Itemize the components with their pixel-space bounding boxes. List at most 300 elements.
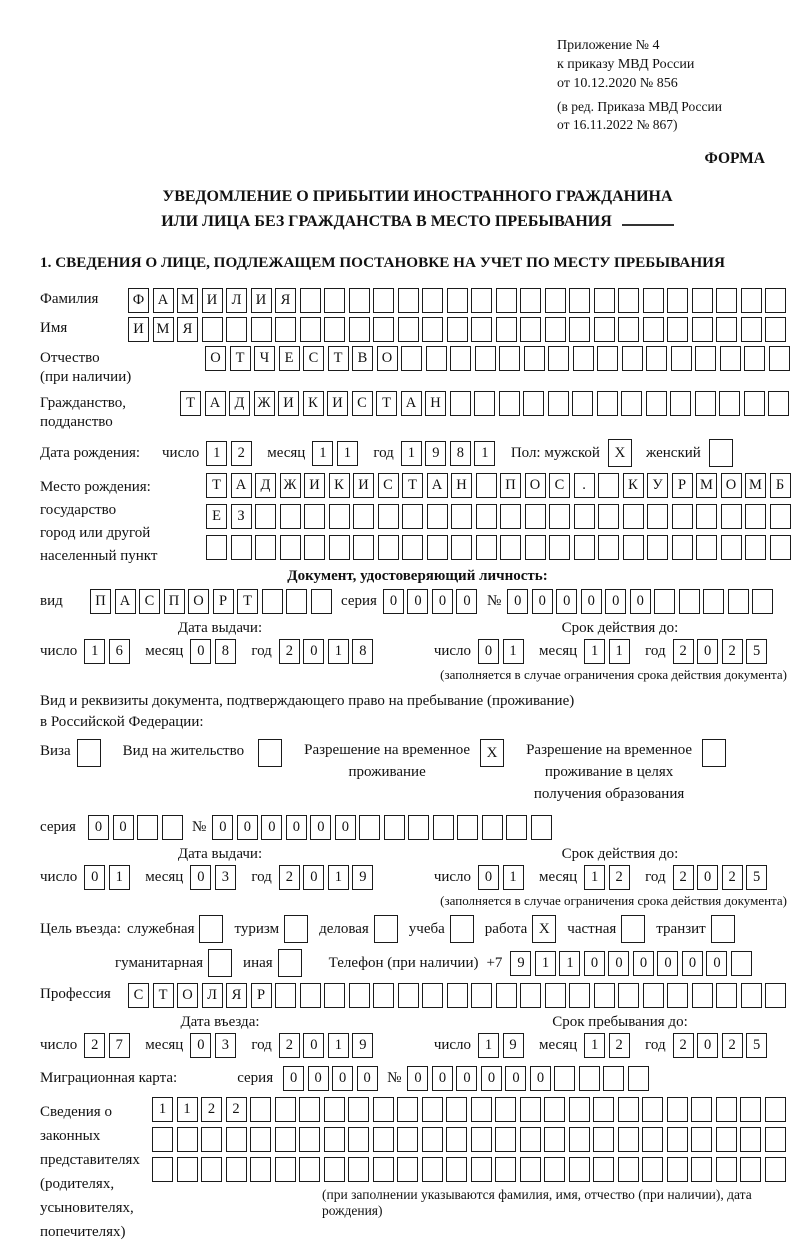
date-cell[interactable]: 2	[609, 1033, 630, 1058]
profession-cell[interactable]	[422, 983, 443, 1008]
legal-reps-row2-cell[interactable]	[299, 1127, 320, 1152]
phone-cell[interactable]: 0	[657, 951, 678, 976]
patronymic-cell[interactable]	[646, 346, 667, 371]
birth-place-row2-cell[interactable]	[623, 504, 644, 529]
citizenship-cell[interactable]: И	[278, 391, 299, 416]
legal-reps-row2-cell[interactable]	[177, 1127, 198, 1152]
birth-place-row1-cell[interactable]: Ж	[280, 473, 301, 498]
phone-cell[interactable]: 0	[682, 951, 703, 976]
citizenship-cell[interactable]	[597, 391, 618, 416]
date-cell[interactable]: 8	[215, 639, 236, 664]
identity-number-cell[interactable]	[654, 589, 675, 614]
identity-series-cell[interactable]: 0	[456, 589, 477, 614]
patronymic-cell[interactable]	[769, 346, 790, 371]
legal-reps-row3-cells[interactable]	[152, 1157, 795, 1182]
date-cell[interactable]: 2	[279, 1033, 300, 1058]
birth-place-row3-cell[interactable]	[255, 535, 276, 560]
legal-reps-row2-cell[interactable]	[373, 1127, 394, 1152]
date-part-cells[interactable]	[673, 639, 771, 664]
patronymic-cell[interactable]	[524, 346, 545, 371]
visa-checkbox[interactable]	[77, 739, 101, 767]
profession-cell[interactable]: Т	[153, 983, 174, 1008]
birth-place-row1-cell[interactable]	[476, 473, 497, 498]
legal-reps-row3-cell[interactable]	[667, 1157, 688, 1182]
temp-residence-checkbox[interactable]: X	[480, 739, 504, 767]
legal-reps-row1-cell[interactable]	[569, 1097, 590, 1122]
legal-reps-row3-cell[interactable]	[593, 1157, 614, 1182]
residence-series-cells[interactable]	[88, 815, 186, 840]
firstname-cell[interactable]	[692, 317, 713, 342]
birth-place-row2-cell[interactable]	[353, 504, 374, 529]
date-cell[interactable]: 1	[609, 639, 630, 664]
legal-reps-row1-cell[interactable]: 1	[177, 1097, 198, 1122]
migration-number-cell[interactable]: 0	[407, 1066, 428, 1091]
patronymic-cell[interactable]	[499, 346, 520, 371]
migration-number-cell[interactable]	[603, 1066, 624, 1091]
patronymic-cell[interactable]	[475, 346, 496, 371]
legal-reps-row1-cell[interactable]	[520, 1097, 541, 1122]
date-cell[interactable]: 0	[478, 639, 499, 664]
legal-reps-row3-cell[interactable]	[422, 1157, 443, 1182]
identity-number-cell[interactable]: 0	[630, 589, 651, 614]
purpose-business-checkbox[interactable]	[374, 915, 398, 943]
birth-place-row2-cell[interactable]	[255, 504, 276, 529]
birth-place-row1-cell[interactable]: О	[525, 473, 546, 498]
birth-place-row3-cell[interactable]	[206, 535, 227, 560]
residence-series-cell[interactable]: 0	[88, 815, 109, 840]
migration-series-cell[interactable]: 0	[283, 1066, 304, 1091]
birth-place-row3-cell[interactable]	[304, 535, 325, 560]
firstname-cell[interactable]: И	[128, 317, 149, 342]
legal-reps-row1-cell[interactable]	[250, 1097, 271, 1122]
legal-reps-row1-cell[interactable]	[324, 1097, 345, 1122]
date-cell[interactable]: 9	[352, 865, 373, 890]
date-part-cells[interactable]	[84, 865, 133, 890]
firstname-cell[interactable]	[520, 317, 541, 342]
firstname-cell[interactable]	[569, 317, 590, 342]
date-cell[interactable]: 5	[746, 639, 767, 664]
date-cell[interactable]: 1	[584, 639, 605, 664]
birth-place-row1-cell[interactable]: Т	[206, 473, 227, 498]
residence-number-cell[interactable]	[506, 815, 527, 840]
profession-cell[interactable]: Я	[226, 983, 247, 1008]
firstname-cell[interactable]	[594, 317, 615, 342]
firstname-cell[interactable]: М	[153, 317, 174, 342]
legal-reps-row1-cell[interactable]: 1	[152, 1097, 173, 1122]
residence-series-cell[interactable]: 0	[113, 815, 134, 840]
birth-place-row3-cell[interactable]	[329, 535, 350, 560]
legal-reps-row3-cell[interactable]	[226, 1157, 247, 1182]
date-cell[interactable]: 0	[697, 639, 718, 664]
birth-place-row2-cell[interactable]	[427, 504, 448, 529]
patronymic-cell[interactable]	[401, 346, 422, 371]
date-cell[interactable]: 9	[352, 1033, 373, 1058]
legal-reps-row3-cell[interactable]	[348, 1157, 369, 1182]
surname-cell[interactable]	[618, 288, 639, 313]
identity-number-cell[interactable]: 0	[532, 589, 553, 614]
identity-number-cell[interactable]: 0	[556, 589, 577, 614]
purpose-study-checkbox[interactable]	[450, 915, 474, 943]
date-cell[interactable]: 2	[279, 865, 300, 890]
surname-cell[interactable]	[741, 288, 762, 313]
surname-cell[interactable]	[471, 288, 492, 313]
identity-kind-cell[interactable]: О	[188, 589, 209, 614]
citizenship-cell[interactable]	[572, 391, 593, 416]
date-cell[interactable]: 1	[328, 639, 349, 664]
legal-reps-row2-cell[interactable]	[495, 1127, 516, 1152]
citizenship-cell[interactable]: Т	[376, 391, 397, 416]
birth-place-row1-cells[interactable]	[206, 473, 794, 498]
firstname-cells[interactable]	[128, 317, 790, 342]
profession-cell[interactable]: С	[128, 983, 149, 1008]
citizenship-cell[interactable]	[621, 391, 642, 416]
surname-cell[interactable]	[692, 288, 713, 313]
birth-place-row2-cell[interactable]: Е	[206, 504, 227, 529]
profession-cell[interactable]	[765, 983, 786, 1008]
surname-cell[interactable]: Ф	[128, 288, 149, 313]
sex-male-checkbox[interactable]: X	[608, 439, 632, 467]
date-cell[interactable]: 2	[231, 441, 252, 466]
purpose-other-checkbox[interactable]	[278, 949, 302, 977]
legal-reps-row2-cell[interactable]	[250, 1127, 271, 1152]
date-cell[interactable]: 2	[673, 1033, 694, 1058]
birth-place-row1-cell[interactable]: А	[427, 473, 448, 498]
firstname-cell[interactable]	[716, 317, 737, 342]
birth-place-row1-cell[interactable]: И	[353, 473, 374, 498]
migration-number-cell[interactable]: 0	[505, 1066, 526, 1091]
residence-number-cell[interactable]: 0	[335, 815, 356, 840]
firstname-cell[interactable]	[398, 317, 419, 342]
surname-cell[interactable]	[496, 288, 517, 313]
date-part-cells[interactable]	[190, 865, 239, 890]
birth-place-row1-cell[interactable]: Б	[770, 473, 791, 498]
identity-number-cells[interactable]	[507, 589, 777, 614]
purpose-humanitarian-checkbox[interactable]	[208, 949, 232, 977]
firstname-cell[interactable]	[324, 317, 345, 342]
date-cell[interactable]: 0	[697, 1033, 718, 1058]
profession-cell[interactable]: Р	[251, 983, 272, 1008]
birth-place-row2-cell[interactable]	[696, 504, 717, 529]
phone-cell[interactable]	[731, 951, 752, 976]
citizenship-cell[interactable]: А	[401, 391, 422, 416]
profession-cell[interactable]	[741, 983, 762, 1008]
patronymic-cell[interactable]	[695, 346, 716, 371]
firstname-cell[interactable]	[349, 317, 370, 342]
legal-reps-row2-cell[interactable]	[201, 1127, 222, 1152]
surname-cell[interactable]	[349, 288, 370, 313]
date-cell[interactable]: 0	[697, 865, 718, 890]
identity-number-cell[interactable]	[703, 589, 724, 614]
birth-place-row2-cell[interactable]	[500, 504, 521, 529]
citizenship-cell[interactable]: Т	[180, 391, 201, 416]
surname-cell[interactable]: М	[177, 288, 198, 313]
date-part-cells[interactable]	[279, 639, 377, 664]
patronymic-cell[interactable]: О	[377, 346, 398, 371]
profession-cell[interactable]	[471, 983, 492, 1008]
identity-series-cell[interactable]: 0	[383, 589, 404, 614]
birth-place-row3-cell[interactable]	[549, 535, 570, 560]
birth-place-row3-cell[interactable]	[672, 535, 693, 560]
date-cell[interactable]: 1	[474, 441, 495, 466]
date-cell[interactable]: 1	[584, 1033, 605, 1058]
surname-cell[interactable]	[765, 288, 786, 313]
birth-place-row1-cell[interactable]: С	[378, 473, 399, 498]
legal-reps-row2-cell[interactable]	[471, 1127, 492, 1152]
date-cell[interactable]: 1	[312, 441, 333, 466]
legal-reps-row3-cell[interactable]	[642, 1157, 663, 1182]
date-cell[interactable]: 0	[190, 1033, 211, 1058]
profession-cell[interactable]	[496, 983, 517, 1008]
date-cell[interactable]: 2	[609, 865, 630, 890]
phone-cell[interactable]: 0	[608, 951, 629, 976]
date-cell[interactable]: 0	[303, 1033, 324, 1058]
legal-reps-row2-cell[interactable]	[618, 1127, 639, 1152]
birth-place-row3-cell[interactable]	[745, 535, 766, 560]
date-cell[interactable]: 1	[206, 441, 227, 466]
legal-reps-row1-cell[interactable]	[716, 1097, 737, 1122]
migration-series-cells[interactable]	[283, 1066, 381, 1091]
firstname-cell[interactable]	[545, 317, 566, 342]
surname-cell[interactable]	[520, 288, 541, 313]
birth-place-row3-cell[interactable]	[598, 535, 619, 560]
legal-reps-row3-cell[interactable]	[471, 1157, 492, 1182]
birth-place-row1-cell[interactable]: П	[500, 473, 521, 498]
date-cell[interactable]: 8	[352, 639, 373, 664]
phone-cell[interactable]: 0	[584, 951, 605, 976]
birth-place-row1-cell[interactable]: С	[549, 473, 570, 498]
firstname-cell[interactable]	[471, 317, 492, 342]
legal-reps-row3-cell[interactable]	[569, 1157, 590, 1182]
date-part-cells[interactable]	[478, 639, 527, 664]
date-cell[interactable]: 2	[673, 865, 694, 890]
surname-cell[interactable]	[545, 288, 566, 313]
identity-number-cell[interactable]	[679, 589, 700, 614]
birth-place-row1-cell[interactable]: О	[721, 473, 742, 498]
phone-cells[interactable]	[510, 951, 755, 976]
identity-kind-cell[interactable]: Р	[213, 589, 234, 614]
date-cell[interactable]: 1	[478, 1033, 499, 1058]
legal-reps-row3-cell[interactable]	[544, 1157, 565, 1182]
purpose-tourism-checkbox[interactable]	[284, 915, 308, 943]
surname-cell[interactable]: Л	[226, 288, 247, 313]
identity-kind-cell[interactable]: Т	[237, 589, 258, 614]
legal-reps-row3-cell[interactable]	[275, 1157, 296, 1182]
birth-place-row1-cell[interactable]: Р	[672, 473, 693, 498]
surname-cell[interactable]: А	[153, 288, 174, 313]
patronymic-cell[interactable]	[597, 346, 618, 371]
patronymic-cell[interactable]: Ч	[254, 346, 275, 371]
date-cell[interactable]: 9	[425, 441, 446, 466]
citizenship-cell[interactable]	[523, 391, 544, 416]
patronymic-cell[interactable]: С	[303, 346, 324, 371]
date-cell[interactable]: 9	[503, 1033, 524, 1058]
date-part-cells[interactable]	[206, 441, 255, 466]
legal-reps-row1-cell[interactable]	[348, 1097, 369, 1122]
legal-reps-row3-cell[interactable]	[691, 1157, 712, 1182]
identity-kind-cell[interactable]: П	[90, 589, 111, 614]
migration-number-cell[interactable]: 0	[530, 1066, 551, 1091]
profession-cell[interactable]	[643, 983, 664, 1008]
citizenship-cell[interactable]	[646, 391, 667, 416]
identity-number-cell[interactable]: 0	[605, 589, 626, 614]
firstname-cell[interactable]	[765, 317, 786, 342]
citizenship-cell[interactable]	[695, 391, 716, 416]
legal-reps-row2-cell[interactable]	[446, 1127, 467, 1152]
legal-reps-row2-cell[interactable]	[324, 1127, 345, 1152]
date-part-cells[interactable]	[312, 441, 361, 466]
birth-place-row2-cell[interactable]	[378, 504, 399, 529]
birth-place-row3-cell[interactable]	[770, 535, 791, 560]
legal-reps-row1-cell[interactable]: 2	[201, 1097, 222, 1122]
firstname-cell[interactable]	[667, 317, 688, 342]
birth-place-row3-cell[interactable]	[476, 535, 497, 560]
patronymic-cell[interactable]	[744, 346, 765, 371]
legal-reps-row2-cell[interactable]	[348, 1127, 369, 1152]
citizenship-cell[interactable]: С	[352, 391, 373, 416]
legal-reps-row3-cell[interactable]	[201, 1157, 222, 1182]
birth-place-row1-cell[interactable]: А	[231, 473, 252, 498]
date-cell[interactable]: 5	[746, 1033, 767, 1058]
date-cell[interactable]: 2	[722, 865, 743, 890]
legal-reps-row3-cell[interactable]	[397, 1157, 418, 1182]
legal-reps-row3-cell[interactable]	[740, 1157, 761, 1182]
legal-reps-row3-cell[interactable]	[716, 1157, 737, 1182]
patronymic-cell[interactable]	[622, 346, 643, 371]
date-cell[interactable]: 0	[84, 865, 105, 890]
surname-cell[interactable]	[324, 288, 345, 313]
residence-series-cell[interactable]	[137, 815, 158, 840]
surname-cell[interactable]	[300, 288, 321, 313]
legal-reps-row1-cell[interactable]	[275, 1097, 296, 1122]
residence-number-cell[interactable]	[408, 815, 429, 840]
birth-place-row3-cell[interactable]	[427, 535, 448, 560]
legal-reps-row3-cell[interactable]	[177, 1157, 198, 1182]
citizenship-cell[interactable]: Н	[425, 391, 446, 416]
profession-cell[interactable]	[545, 983, 566, 1008]
residence-number-cell[interactable]: 0	[261, 815, 282, 840]
birth-place-row3-cell[interactable]	[696, 535, 717, 560]
legal-reps-row2-cell[interactable]	[275, 1127, 296, 1152]
date-cell[interactable]: 1	[328, 1033, 349, 1058]
firstname-cell[interactable]	[226, 317, 247, 342]
patronymic-cell[interactable]	[720, 346, 741, 371]
citizenship-cells[interactable]	[180, 391, 793, 416]
birth-place-row2-cell[interactable]	[770, 504, 791, 529]
firstname-cell[interactable]	[202, 317, 223, 342]
legal-reps-row1-cell[interactable]	[397, 1097, 418, 1122]
identity-number-cell[interactable]	[752, 589, 773, 614]
date-cell[interactable]: 0	[478, 865, 499, 890]
purpose-private-checkbox[interactable]	[621, 915, 645, 943]
birth-place-row1-cell[interactable]: Т	[402, 473, 423, 498]
legal-reps-row2-cell[interactable]	[593, 1127, 614, 1152]
citizenship-cell[interactable]	[548, 391, 569, 416]
date-cell[interactable]: 1	[109, 865, 130, 890]
patronymic-cell[interactable]	[671, 346, 692, 371]
legal-reps-row3-cell[interactable]	[152, 1157, 173, 1182]
citizenship-cell[interactable]: И	[327, 391, 348, 416]
surname-cells[interactable]	[128, 288, 790, 313]
legal-reps-row3-cell[interactable]	[324, 1157, 345, 1182]
patronymic-cell[interactable]: Т	[230, 346, 251, 371]
birth-place-row2-cell[interactable]	[525, 504, 546, 529]
legal-reps-row1-cell[interactable]	[373, 1097, 394, 1122]
legal-reps-row2-cell[interactable]	[716, 1127, 737, 1152]
birth-place-row1-cell[interactable]: У	[647, 473, 668, 498]
legal-reps-row1-cell[interactable]	[422, 1097, 443, 1122]
migration-number-cell[interactable]: 0	[456, 1066, 477, 1091]
date-part-cells[interactable]	[84, 1033, 133, 1058]
birth-place-row2-cell[interactable]	[721, 504, 742, 529]
migration-number-cell[interactable]: 0	[432, 1066, 453, 1091]
citizenship-cell[interactable]	[670, 391, 691, 416]
firstname-cell[interactable]	[496, 317, 517, 342]
identity-series-cell[interactable]: 0	[407, 589, 428, 614]
birth-place-row3-cells[interactable]	[206, 535, 794, 560]
phone-cell[interactable]: 1	[559, 951, 580, 976]
birth-place-row1-cell[interactable]: И	[304, 473, 325, 498]
legal-reps-row1-cell[interactable]	[495, 1097, 516, 1122]
profession-cell[interactable]	[300, 983, 321, 1008]
citizenship-cell[interactable]: А	[205, 391, 226, 416]
legal-reps-row3-cell[interactable]	[250, 1157, 271, 1182]
legal-reps-row3-cell[interactable]	[446, 1157, 467, 1182]
patronymic-cell[interactable]	[548, 346, 569, 371]
profession-cell[interactable]: Л	[202, 983, 223, 1008]
migration-number-cell[interactable]	[554, 1066, 575, 1091]
legal-reps-row2-cell[interactable]	[422, 1127, 443, 1152]
legal-reps-row2-cell[interactable]	[765, 1127, 786, 1152]
birth-place-row2-cell[interactable]	[598, 504, 619, 529]
legal-reps-row3-cell[interactable]	[618, 1157, 639, 1182]
purpose-official-checkbox[interactable]	[199, 915, 223, 943]
profession-cell[interactable]	[692, 983, 713, 1008]
date-cell[interactable]: 1	[584, 865, 605, 890]
surname-cell[interactable]	[447, 288, 468, 313]
firstname-cell[interactable]	[300, 317, 321, 342]
legal-reps-row2-cells[interactable]	[152, 1127, 795, 1152]
citizenship-cell[interactable]	[499, 391, 520, 416]
surname-cell[interactable]	[594, 288, 615, 313]
date-part-cells[interactable]	[190, 1033, 239, 1058]
profession-cell[interactable]	[520, 983, 541, 1008]
date-part-cells[interactable]	[584, 865, 633, 890]
legal-reps-row3-cell[interactable]	[373, 1157, 394, 1182]
date-part-cells[interactable]	[190, 639, 239, 664]
date-part-cells[interactable]	[673, 1033, 771, 1058]
patronymic-cell[interactable]	[450, 346, 471, 371]
birth-place-row3-cell[interactable]	[574, 535, 595, 560]
identity-number-cell[interactable]	[728, 589, 749, 614]
legal-reps-row1-cell[interactable]	[446, 1097, 467, 1122]
surname-cell[interactable]	[667, 288, 688, 313]
legal-reps-row1-cell[interactable]: 2	[226, 1097, 247, 1122]
date-cell[interactable]: 1	[503, 865, 524, 890]
identity-kind-cell[interactable]	[262, 589, 283, 614]
legal-reps-row1-cell[interactable]	[765, 1097, 786, 1122]
date-part-cells[interactable]	[84, 639, 133, 664]
date-part-cells[interactable]	[584, 1033, 633, 1058]
birth-place-row2-cell[interactable]	[476, 504, 497, 529]
birth-place-row2-cell[interactable]	[280, 504, 301, 529]
birth-place-row1-cell[interactable]: Д	[255, 473, 276, 498]
birth-place-row3-cell[interactable]	[378, 535, 399, 560]
patronymic-cell[interactable]: О	[205, 346, 226, 371]
birth-place-row1-cell[interactable]: Н	[451, 473, 472, 498]
birth-place-row2-cell[interactable]	[451, 504, 472, 529]
surname-cell[interactable]	[398, 288, 419, 313]
date-cell[interactable]: 3	[215, 1033, 236, 1058]
